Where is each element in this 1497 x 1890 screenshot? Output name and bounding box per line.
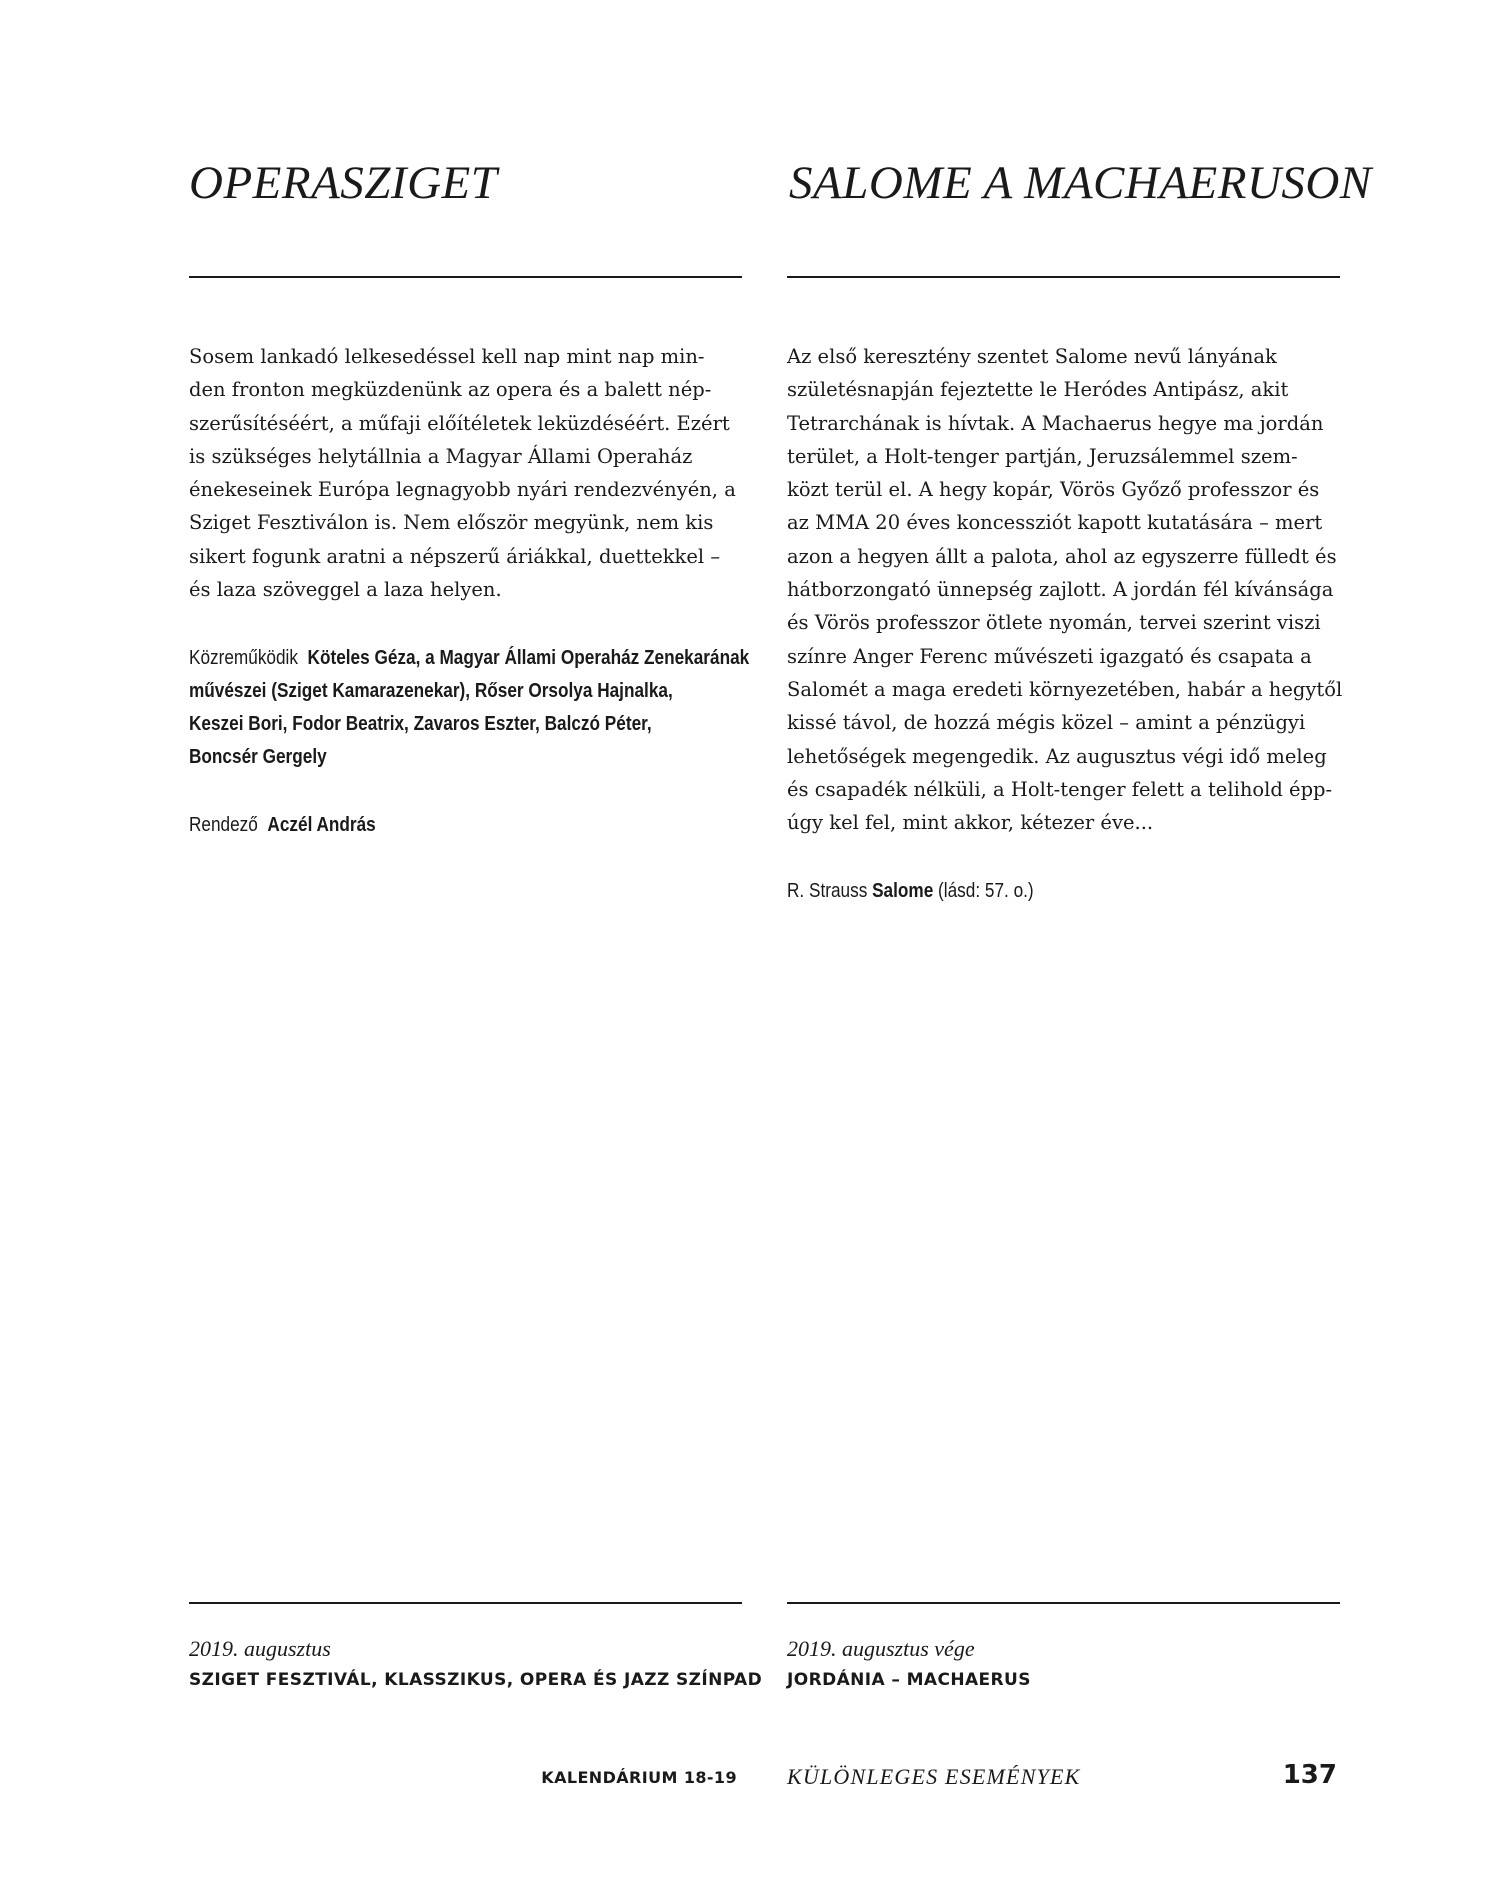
- left-top-rule: [189, 276, 742, 278]
- body-line: terület, a Holt-tenger partján, Jeruzsálemmel szem-: [787, 444, 1298, 468]
- contributors-label: Közreműködik: [189, 647, 298, 669]
- body-line: Az első keresztény szentet Salome nevű lányának: [787, 345, 1277, 368]
- body-line: úgy kel fel, mint akkor, kétezer éve...: [787, 811, 1154, 835]
- body-line: is szükséges helytállnia a Magyar Állami Operaház: [189, 444, 693, 468]
- left-date: 2019. augusztus: [189, 1636, 331, 1661]
- body-line: Tetrarchának is hívtak. A Machaerus hegye ma jordán: [787, 411, 1324, 435]
- body-line: Salomét a maga eredeti környezetében, habár a hegytől: [787, 677, 1343, 701]
- section-name: KÜLÖNLEGES ESEMÉNYEK: [787, 1764, 1081, 1789]
- body-line: szerűsítéséért, a műfaji előítéletek leküzdéséért. Ezért: [189, 411, 730, 435]
- body-line: azon a hegyen állt a palota, ahol az egyszerre fülledt és: [787, 544, 1337, 568]
- contributors-line: művészei (Sziget Kamarazenekar), Rőser Orsolya Hajnalka,: [189, 680, 673, 702]
- left-body: [189, 340, 736, 606]
- left-title: OPERASZIGET: [189, 157, 498, 209]
- body-line: Sziget Fesztiválon is. Nem először megyünk, nem kis: [189, 511, 714, 535]
- body-line: és Vörös professzor ötlete nyomán, tervei szerint viszi: [787, 611, 1321, 635]
- page-reference: (lásd: 57. o.): [938, 880, 1034, 902]
- body-line: den fronton megküzdenünk az opera és a balett nép-: [189, 378, 712, 402]
- body-line: lehetőségek megengedik. Az augusztus végi idő meleg: [787, 744, 1327, 768]
- left-venue: SZIGET FESZTIVÁL, KLASSZIKUS, OPERA ÉS JAZZ SZÍNPAD: [189, 1670, 763, 1690]
- director-label: Rendező: [189, 814, 258, 836]
- right-venue: JORDÁNIA – MACHAERUS: [787, 1670, 1031, 1690]
- body-line: és laza szöveggel a laza helyen.: [189, 578, 502, 602]
- director-name: Aczél András: [267, 814, 376, 836]
- director-block: [189, 809, 406, 842]
- body-line: és csapadék nélküli, a Holt-tenger felett a telihold épp-: [787, 777, 1333, 801]
- contributors-line: Köteles Géza, a Magyar Állami Operaház Zenekarának: [307, 647, 750, 669]
- body-line: kissé távol, de hozzá mégis közel – amint a pénzügyi: [787, 711, 1306, 735]
- body-line: közt terül el. A hegy kopár, Vörös Győző professzor és: [787, 478, 1320, 502]
- body-line: születésnapján fejeztette le Heródes Antipász, akit: [787, 378, 1289, 402]
- right-bottom-rule: [787, 1602, 1340, 1604]
- right-date: 2019. augusztus vége: [787, 1636, 975, 1661]
- work-title: Salome: [872, 880, 934, 902]
- right-title: SALOME A MACHAERUSON: [789, 157, 1372, 209]
- body-line: sikert fogunk aratni a népszerű áriákkal, duettekkel –: [189, 544, 721, 568]
- contributors-line: Keszei Bori, Fodor Beatrix, Zavaros Eszter, Balczó Péter,: [189, 713, 652, 735]
- right-body: [787, 340, 1342, 839]
- body-line: hátborzongató ünnepség zajlott. A jordán fél kívánsága: [787, 578, 1334, 602]
- work-reference: [787, 875, 1074, 908]
- body-line: énekeseinek Európa legnagyobb nyári rendezvényén, a: [189, 478, 736, 502]
- composer: R. Strauss: [787, 880, 868, 902]
- contributors-block: [189, 642, 840, 774]
- publication-name: KALENDÁRIUM 18-19: [541, 1768, 737, 1787]
- right-top-rule: [787, 276, 1340, 278]
- left-bottom-rule: [189, 1602, 742, 1604]
- body-line: színre Anger Ferenc művészeti igazgató és csapata a: [787, 644, 1312, 668]
- body-line: az MMA 20 éves koncessziót kapott kutatására – mert: [787, 511, 1323, 535]
- page-number: 137: [1282, 1760, 1337, 1790]
- body-line: Sosem lankadó lelkesedéssel kell nap mint nap min-: [189, 345, 705, 368]
- contributors-line: Boncsér Gergely: [189, 746, 327, 768]
